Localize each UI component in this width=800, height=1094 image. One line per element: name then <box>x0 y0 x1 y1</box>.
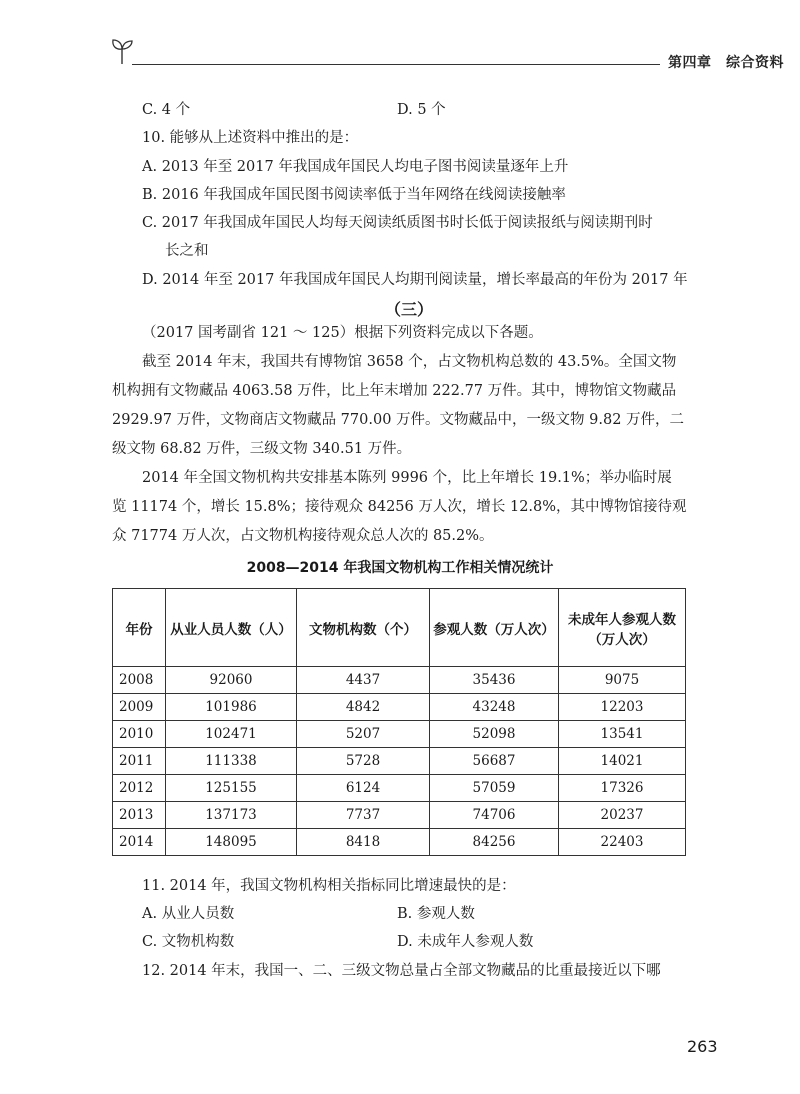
cell-staff: 125155 <box>166 775 297 802</box>
cell-orgs: 6124 <box>297 775 430 802</box>
q10-option-b: B. 2016 年我国成年国民图书阅读率低于当年网络在线阅读接触率 <box>142 187 566 203</box>
cell-minors: 9075 <box>559 667 686 694</box>
cell-orgs: 4842 <box>297 694 430 721</box>
page-header <box>110 36 784 76</box>
q11-option-b: B. 参观人数 <box>397 906 475 922</box>
cell-staff: 92060 <box>166 667 297 694</box>
table-row <box>113 694 686 721</box>
q11-option-a: A. 从业人员数 <box>142 906 235 922</box>
table-row <box>113 775 686 802</box>
cell-year: 2010 <box>113 721 166 748</box>
cell-year: 2011 <box>113 748 166 775</box>
cell-minors: 13541 <box>559 721 686 748</box>
cell-minors: 17326 <box>559 775 686 802</box>
cell-visitors: 52098 <box>430 721 559 748</box>
cell-minors: 12203 <box>559 694 686 721</box>
col-header-staff: 从业人员人数（人） <box>166 589 297 667</box>
cell-orgs: 4437 <box>297 667 430 694</box>
chapter-title: 第四章 综合资料 <box>668 55 784 71</box>
para1-line: 2929.97 万件，文物商店文物藏品 770.00 万件。文物藏品中，一级文物 9.82 万件，二 <box>112 412 685 428</box>
para1-line: 级文物 68.82 万件，三级文物 340.51 万件。 <box>112 441 412 457</box>
page-number: 263 <box>687 1037 718 1056</box>
cell-minors: 14021 <box>559 748 686 775</box>
q10-option-c-cont: 长之和 <box>165 243 209 259</box>
q9-option-c: C. 4 个 <box>142 102 191 118</box>
cell-year: 2013 <box>113 802 166 829</box>
q9-option-d: D. 5 个 <box>397 102 446 118</box>
cell-orgs: 5207 <box>297 721 430 748</box>
table-header-row <box>113 589 686 667</box>
section-source: （2017 国考副省 121 ～ 125）根据下列资料完成以下各题。 <box>142 325 543 341</box>
cell-staff: 102471 <box>166 721 297 748</box>
stats-table <box>112 588 686 856</box>
table-caption: 2008—2014 年我国文物机构工作相关情况统计 <box>246 560 554 576</box>
sprout-icon <box>110 36 136 66</box>
cell-visitors: 56687 <box>430 748 559 775</box>
table-row <box>113 748 686 775</box>
col-header-visitors: 参观人数（万人次） <box>430 589 559 667</box>
cell-year: 2008 <box>113 667 166 694</box>
cell-visitors: 84256 <box>430 829 559 856</box>
table-row <box>113 721 686 748</box>
cell-visitors: 74706 <box>430 802 559 829</box>
para2-line: 2014 年全国文物机构共安排基本陈列 9996 个，比上年增长 19.1%；举办临时展 <box>142 470 672 486</box>
cell-orgs: 5728 <box>297 748 430 775</box>
col-header-minors <box>559 589 686 667</box>
col-header-orgs: 文物机构数（个） <box>297 589 430 667</box>
cell-visitors: 35436 <box>430 667 559 694</box>
cell-orgs: 7737 <box>297 802 430 829</box>
table-row <box>113 667 686 694</box>
para1-line: 机构拥有文物藏品 4063.58 万件，比上年末增加 222.77 万件。其中，博物馆文物藏品 <box>112 383 677 399</box>
section-title: （三） <box>385 300 434 319</box>
header-rule-left <box>132 64 660 65</box>
table-row <box>113 829 686 856</box>
cell-year: 2014 <box>113 829 166 856</box>
q11-option-c: C. 文物机构数 <box>142 934 235 950</box>
cell-staff: 137173 <box>166 802 297 829</box>
q10-stem: 10. 能够从上述资料中推出的是： <box>142 130 359 146</box>
col-header-minors-line1: 未成年人参观人数 <box>568 611 676 628</box>
q10-option-a: A. 2013 年至 2017 年我国成年国民人均电子图书阅读量逐年上升 <box>142 159 569 175</box>
cell-staff: 111338 <box>166 748 297 775</box>
cell-minors: 20237 <box>559 802 686 829</box>
cell-visitors: 57059 <box>430 775 559 802</box>
q10-option-c: C. 2017 年我国成年国民人均每天阅读纸质图书时长低于阅读报纸与阅读期刊时 <box>142 215 653 231</box>
cell-staff: 148095 <box>166 829 297 856</box>
q11-stem: 11. 2014 年，我国文物机构相关指标同比增速最快的是： <box>142 878 516 894</box>
q11-option-d: D. 未成年人参观人数 <box>397 934 534 950</box>
para2-line: 众 71774 万人次，占文物机构接待观众总人次的 85.2%。 <box>112 528 494 544</box>
q10-option-d: D. 2014 年至 2017 年我国成年国民人均期刊阅读量，增长率最高的年份为 2017 年 <box>142 272 688 288</box>
cell-orgs: 8418 <box>297 829 430 856</box>
para2-line: 览 11174 个，增长 15.8%；接待观众 84256 万人次，增长 12.8%，其中博物馆接待观 <box>112 499 687 515</box>
col-header-minors-line2: （万人次） <box>588 631 656 648</box>
q12-stem: 12. 2014 年末，我国一、二、三级文物总量占全部文物藏品的比重最接近以下哪 <box>142 963 661 979</box>
table-row <box>113 802 686 829</box>
cell-minors: 22403 <box>559 829 686 856</box>
col-header-year: 年份 <box>113 589 166 667</box>
cell-year: 2012 <box>113 775 166 802</box>
cell-year: 2009 <box>113 694 166 721</box>
cell-staff: 101986 <box>166 694 297 721</box>
cell-visitors: 43248 <box>430 694 559 721</box>
para1-line: 截至 2014 年末，我国共有博物馆 3658 个，占文物机构总数的 43.5%。全国文物 <box>142 354 677 370</box>
